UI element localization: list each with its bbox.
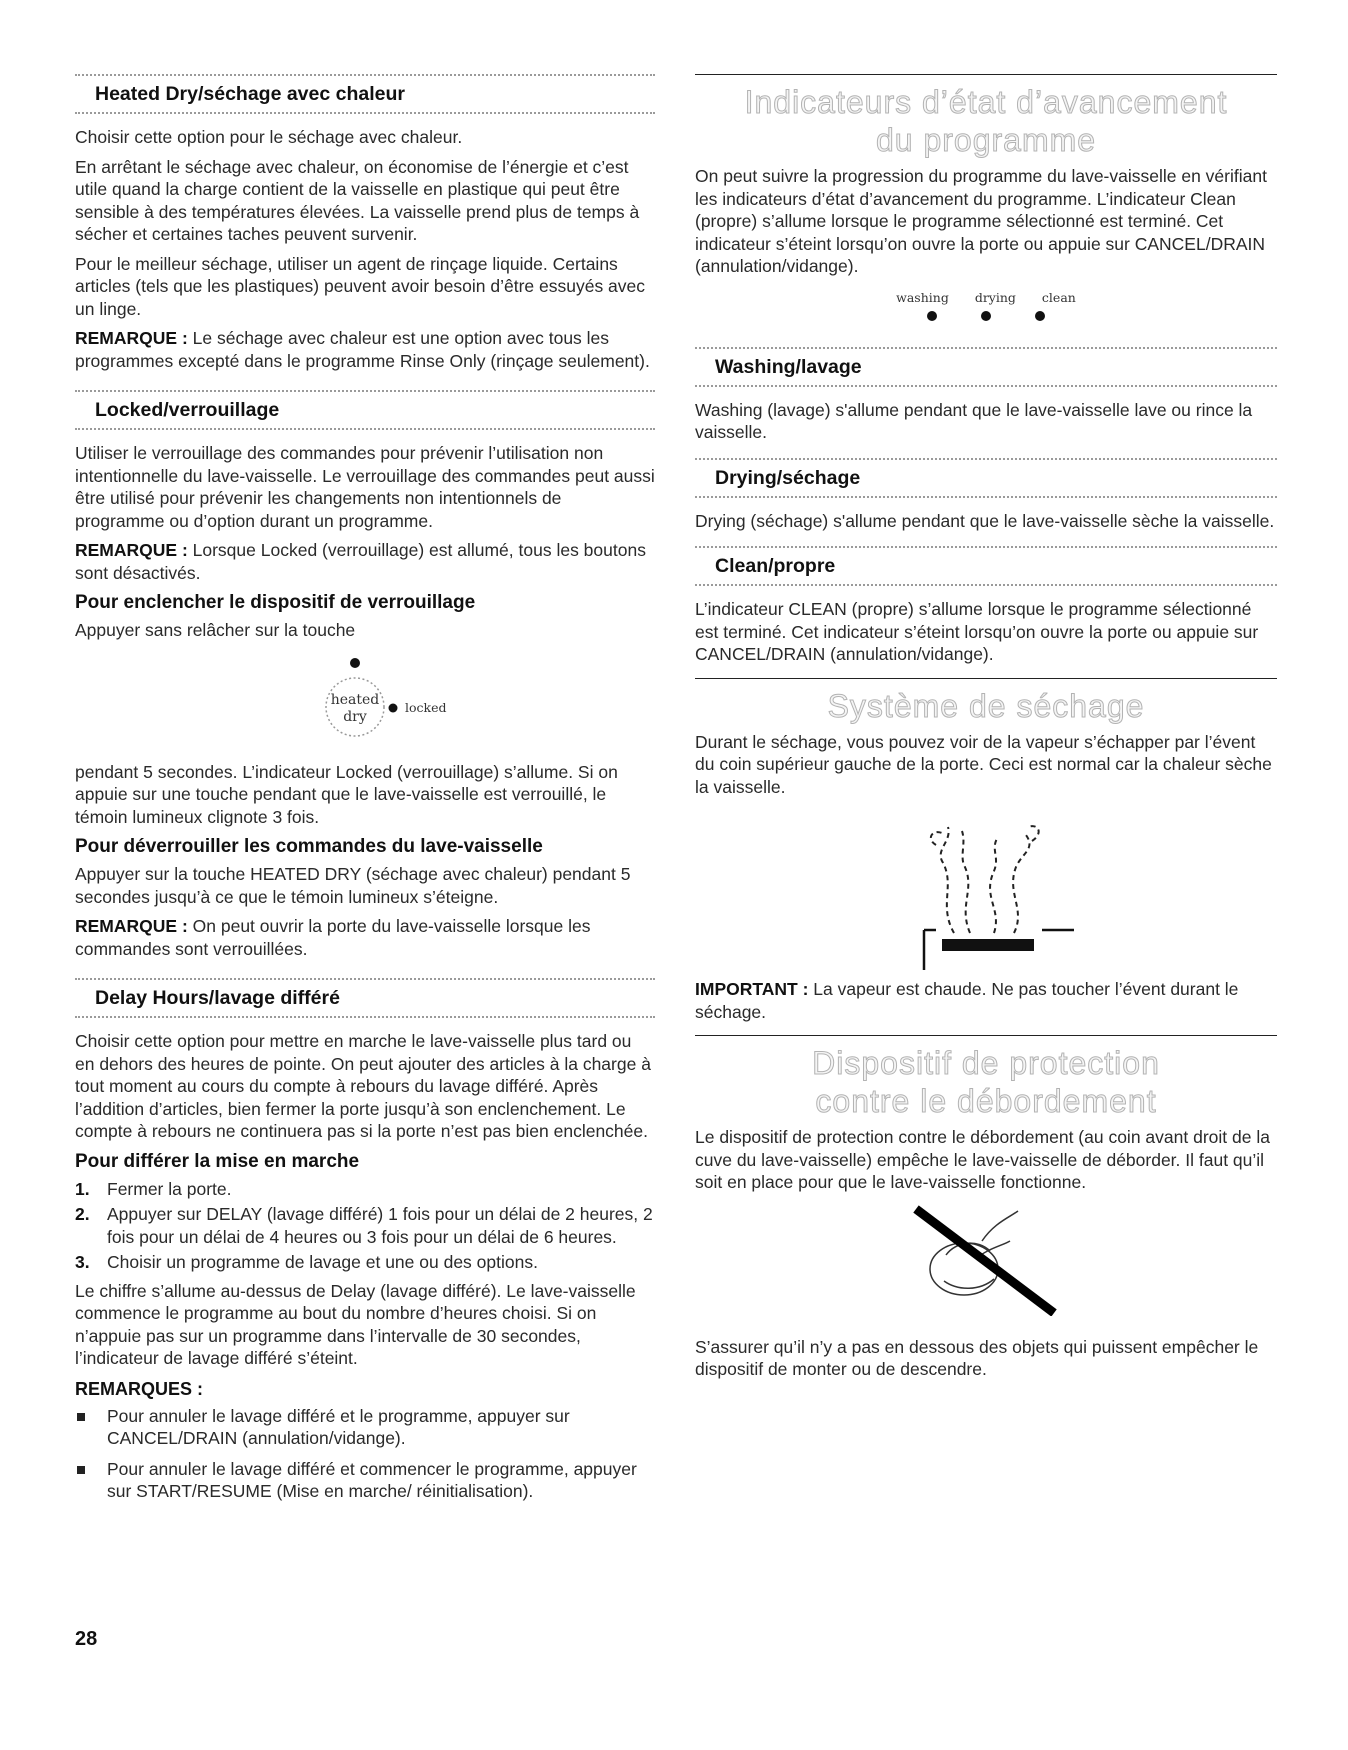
divider [75, 1016, 655, 1018]
paragraph: Drying (séchage) s'allume pendant que le lave-vaisselle sèche la vaisselle. [695, 510, 1275, 531]
left-column [75, 74, 655, 1511]
section-title: Delay Hours/lavage différé [95, 987, 340, 1009]
divider [695, 74, 1277, 75]
indicator-light-icon [981, 311, 991, 321]
locked-label: locked [405, 699, 447, 715]
subheading: Pour déverrouiller les commandes du lave-vaisselle [75, 836, 543, 857]
paragraph: pendant 5 secondes. L’indicateur Locked (verrouillage) s’allume. Si on appuie sur une touche pendant que le lave-vaisselle est verrouillé, le témoin lumineux clignote 3 fois. [75, 761, 618, 827]
drying-label: drying [974, 289, 1016, 305]
indicator-light-icon [350, 658, 360, 668]
button-label-line1: heated [330, 691, 380, 708]
vent-steam-icon [866, 805, 1106, 970]
step-text: Choisir un programme de lavage et une ou des options. [107, 1252, 538, 1272]
note-text: Lorsque Locked (verrouillage) est allumé, tous les boutons sont désactivés. [75, 540, 646, 583]
important-text: La vapeur est chaude. Ne pas toucher l’évent durant le séchage. [695, 979, 1239, 1022]
paragraph: Appuyer sur la touche HEATED DRY (séchage avec chaleur) pendant 5 secondes jusqu’à ce que le témoin lumineux s’éteigne. [75, 864, 631, 907]
right-column [695, 74, 1277, 1388]
clean-label: clean [1041, 289, 1076, 305]
bullet-icon [77, 1413, 85, 1421]
section-title [695, 1044, 1277, 1120]
title-line: contre le débordement [815, 1083, 1157, 1119]
locked-header [75, 390, 655, 430]
list-item [75, 1251, 655, 1274]
notes-label: REMARQUES : [75, 1378, 204, 1399]
subheading: Pour différer la mise en marche [75, 1150, 360, 1172]
section-title: Heated Dry/séchage avec chaleur [95, 83, 406, 105]
paragraph: L’indicateur CLEAN (propre) s’allume lorsque le programme sélectionné est terminé. Cet indicateur s’éteint lorsqu’on ouvre la porte ou appuie sur CANCEL/DRAIN (annulation/vidange). [695, 599, 1259, 664]
heated-dry-header [75, 74, 655, 114]
note-label: REMARQUE : [75, 540, 188, 560]
step-number: 3. [75, 1252, 90, 1272]
list-item [75, 1405, 655, 1450]
paragraph: Washing (lavage) s'allume pendant que le lave-vaisselle lave ou rince la vaisselle. [695, 399, 1253, 442]
paragraph: Le dispositif de protection contre le débordement (au coin avant droit de la cuve du lave-vaisselle) empêche le lave-vaisselle de déborder. Il faut qu’il soit en place pour que le lave-vaisselle fonctionne. [695, 1127, 1270, 1192]
paragraph: On peut suivre la progression du programme du lave-vaisselle en vérifiant les indicateurs d’état d’avancement du programme. L’indicateur Clean (propre) s’allume lorsque le programme sélectionné est terminé. Cet indicateur s’éteint lorsqu’on ouvre la porte ou appuie sur CANCEL/DRAIN (annulation/vidange). [695, 166, 1267, 276]
no-obstruction-icon [886, 1201, 1086, 1316]
divider [695, 1035, 1277, 1036]
divider [695, 584, 1277, 586]
bullet-icon [77, 1466, 85, 1474]
steps-list [75, 1178, 655, 1274]
paragraph: Appuyer sans relâcher sur la touche [75, 620, 356, 640]
note [75, 327, 655, 372]
indicator-light-icon [927, 311, 937, 321]
notes-list [75, 1405, 655, 1503]
delay-header [75, 978, 655, 1018]
paragraph: Le chiffre s’allume au-dessus de Delay (lavage différé). Le lave-vaisselle commence le programme au bout du nombre d’heures choisi. Si on n’appuie pas sur un programme dans l’intervalle de 30 secondes, l’indicateur de lavage différé s’éteint. [75, 1280, 636, 1368]
step-number: 2. [75, 1204, 90, 1224]
step-text: Appuyer sur DELAY (lavage différé) 1 fois pour un délai de 2 heures, 2 fois pour un délai de 4 heures ou 3 fois pour un délai de 6 heures. [107, 1204, 653, 1247]
heated-dry-button-figure [265, 649, 465, 749]
paragraph: Durant le séchage, vous pouvez voir de la vapeur s’échapper par l’évent du coin supérieur gauche de la porte. Ceci est normal car la chaleur sèche la vaisselle. [695, 731, 1272, 797]
section-title: Drying/séchage [715, 466, 861, 489]
paragraph: S’assurer qu’il n’y a pas en dessous des objets qui puissent empêcher le dispositif de monter ou de descendre. [695, 1336, 1259, 1379]
locked-light-icon [389, 703, 398, 712]
paragraph: Choisir cette option pour mettre en marche le lave-vaisselle plus tard ou en dehors des heures de pointe. On peut ajouter des articles à la charge à tout moment au cours du compte à rebours du lavage différé. Après l’addition d’articles, bien fermer la porte jusqu’à son enclenchement. Le compte à rebours ne continuera pas si la porte n’est pas bien enclenchée. [75, 1031, 651, 1141]
paragraph: Utiliser le verrouillage des commandes pour prévenir l’utilisation non intentionnelle du lave-vaisselle. Le verrouillage des commandes peut aussi être utilisé pour prévenir les changements non intentionnels de programme ou d’option durant un programme. [75, 443, 655, 531]
section-title: Washing/lavage [715, 355, 862, 378]
title-line: du programme [875, 122, 1097, 158]
indicator-light-icon [1035, 311, 1045, 321]
button-label-line2: dry [343, 708, 367, 725]
title-line: Dispositif de protection [812, 1045, 1160, 1081]
section-title: Système de séchage [827, 687, 1145, 724]
divider [75, 428, 655, 430]
subheading: Pour enclencher le dispositif de verrouillage [75, 592, 476, 613]
list-item [75, 1178, 655, 1201]
washing-label: washing [896, 289, 949, 305]
vent-icon [942, 939, 1034, 951]
status-indicator-labels [695, 290, 1277, 305]
step-number: 1. [75, 1178, 90, 1199]
paragraph: En arrêtant le séchage avec chaleur, on économise de l’énergie et c’est utile quand la charge contient de la vaisselle en plastique qui peut être sensible à des températures élevées. La vaisselle prend plus de temps à sécher et certaines taches peuvent survenir. [75, 156, 640, 244]
section-title: Locked/verrouillage [95, 399, 280, 421]
note-text: On peut ouvrir la porte du lave-vaisselle lorsque les commandes sont verrouillées. [75, 916, 591, 959]
divider [695, 385, 1277, 387]
title-line: Indicateurs d’état d’avancement [744, 84, 1228, 120]
important-label: IMPORTANT : [695, 979, 809, 999]
divider [695, 678, 1277, 679]
page-number: 28 [75, 1628, 98, 1650]
list-item [75, 1458, 655, 1503]
paragraph: Pour le meilleur séchage, utiliser un agent de rinçage liquide. Certains articles (tels que les plastiques) peuvent avoir besoin d’être essuyés avec un linge. [75, 253, 646, 319]
divider [75, 112, 655, 114]
important-note [695, 978, 1277, 1023]
paragraph: Choisir cette option pour le séchage avec chaleur. [75, 127, 463, 147]
washing-header [695, 347, 1277, 387]
section-title [695, 83, 1277, 159]
section-title: Clean/propre [715, 555, 836, 577]
drying-header [695, 458, 1277, 498]
prohibition-slash [916, 1209, 1054, 1313]
note-text: Le séchage avec chaleur est une option avec tous les programmes excepté dans le programme Rinse Only (rinçage seulement). [75, 328, 650, 371]
bullet-text: Pour annuler le lavage différé et commencer le programme, appuyer sur START/RESUME (Mise en marche/ réinitialisation). [107, 1458, 637, 1501]
clean-header [695, 546, 1277, 586]
note [75, 539, 655, 584]
note-label: REMARQUE : [75, 328, 188, 348]
list-item [75, 1203, 655, 1248]
note [75, 915, 655, 960]
divider [695, 496, 1277, 498]
step-text: Fermer la porte. [107, 1178, 232, 1199]
status-indicator-lights [695, 311, 1277, 321]
note-label: REMARQUE : [75, 916, 188, 936]
bullet-text: Pour annuler le lavage différé et le programme, appuyer sur CANCEL/DRAIN (annulation/vidange). [107, 1405, 570, 1448]
